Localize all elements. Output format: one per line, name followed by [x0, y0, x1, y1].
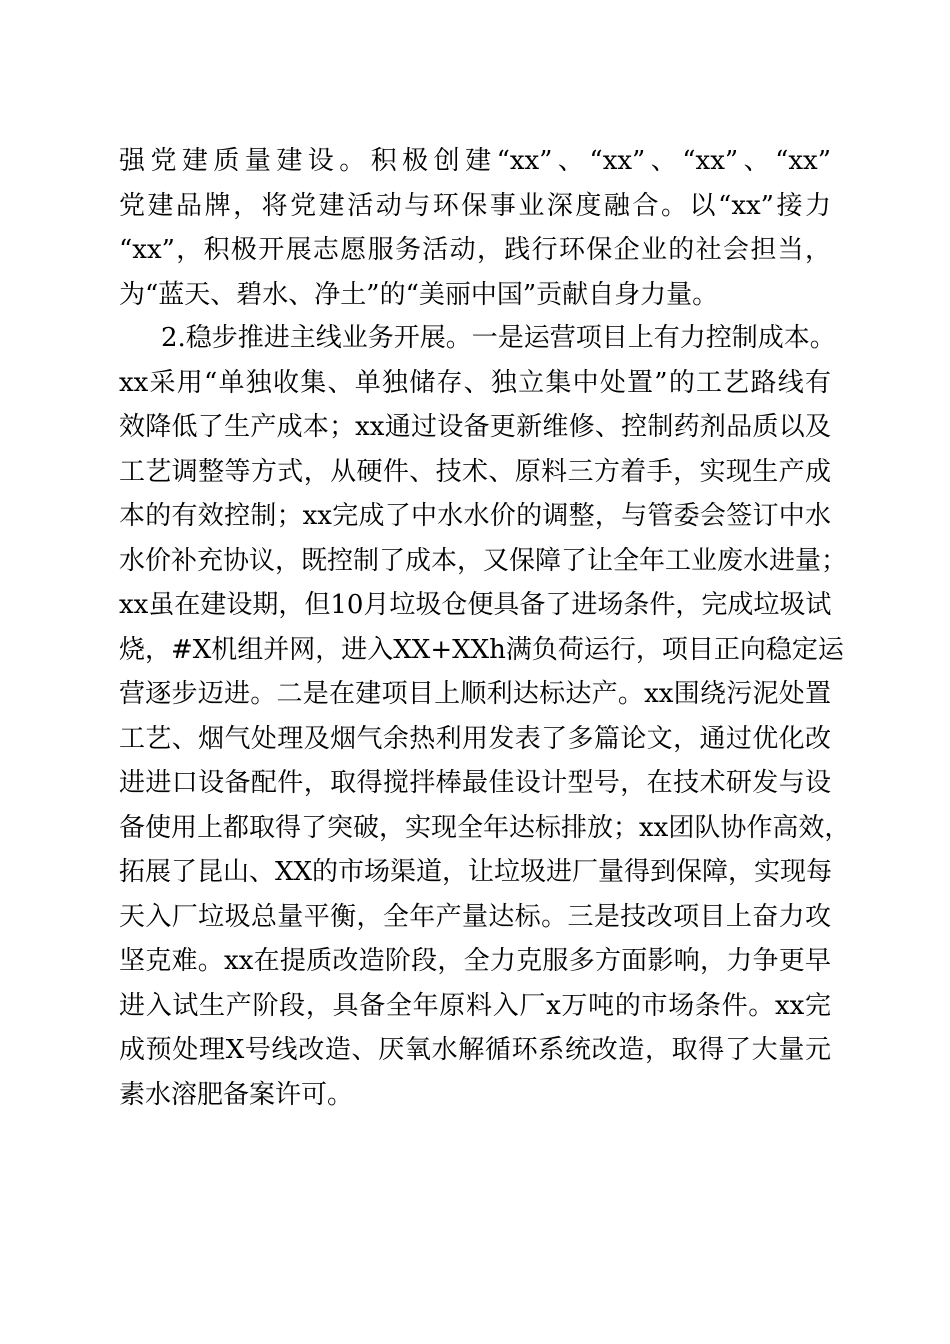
paragraph-line: 水价补充协议，既控制了成本，又保障了让全年工业废水进量；: [119, 545, 848, 576]
paragraph-line: 进进口设备配件，取得搅拌棒最佳设计型号，在技术研发与设: [119, 768, 831, 798]
paragraph-line: 烧，#X机组并网，进入XX+XXh满负荷运行，项目正向稳定运: [119, 634, 844, 665]
paragraph-line: 天入厂垃圾总量平衡，全年产量达标。三是技改项目上奋力攻: [119, 901, 831, 932]
paragraph-line: 拓展了昆山、XX的市场渠道，让垃圾进厂量得到保障，实现每: [119, 857, 833, 887]
paragraph-line: 强党建质量建设。积极创建“xx”、“xx”、“xx”、“xx”: [119, 146, 831, 176]
paragraph-line: “xx”，积极开展志愿服务活动，践行环保企业的社会担当，: [119, 235, 831, 265]
paragraph-line: 进入试生产阶段，具备全年原料入厂x万吨的市场条件。xx完: [119, 990, 831, 1021]
paragraph-line: 为“蓝天、碧水、净土”的“美丽中国”贡献自身力量。: [119, 279, 719, 310]
paragraph-line: 营逐步迈进。二是在建项目上顺利达标达产。xx围绕污泥处置: [119, 679, 831, 709]
paragraph-line: 工艺、烟气处理及烟气余热利用发表了多篇论文，通过优化改: [119, 723, 831, 754]
paragraph-line: 坚克难。xx在提质改造阶段，全力克服多方面影响，力争更早: [119, 946, 831, 976]
paragraph-line: 本的有效控制；xx完成了中水水价的调整，与管委会签订中水: [119, 501, 831, 531]
paragraph-line: 党建品牌，将党建活动与环保事业深度融合。以“xx”接力: [119, 190, 831, 221]
paragraph-line: 工艺调整等方式，从硬件、技术、原料三方着手，实现生产成: [119, 456, 831, 487]
paragraph-line: 素水溶肥备案许可。: [119, 1079, 354, 1110]
paragraph-line: 备使用上都取得了突破，实现全年达标排放；xx团队协作高效，: [119, 812, 851, 843]
paragraph-party-building: [119, 139, 831, 317]
paragraph-line: xx采用“单独收集、单独储存、独立集中处置”的工艺路线有: [119, 367, 831, 398]
paragraph-main-business: [119, 316, 851, 1117]
paragraph-line: xx虽在建设期，但10月垃圾仓便具备了进场条件，完成垃圾试: [119, 590, 832, 620]
paragraph-line: 效降低了生产成本；xx通过设备更新维修、控制药剂品质以及: [119, 412, 831, 442]
paragraph-line: 成预处理X号线改造、厌氧水解循环系统改造，取得了大量元: [119, 1035, 831, 1065]
paragraph-heading-line: 2.稳步推进主线业务开展。一是运营项目上有力控制成本。: [161, 323, 836, 353]
